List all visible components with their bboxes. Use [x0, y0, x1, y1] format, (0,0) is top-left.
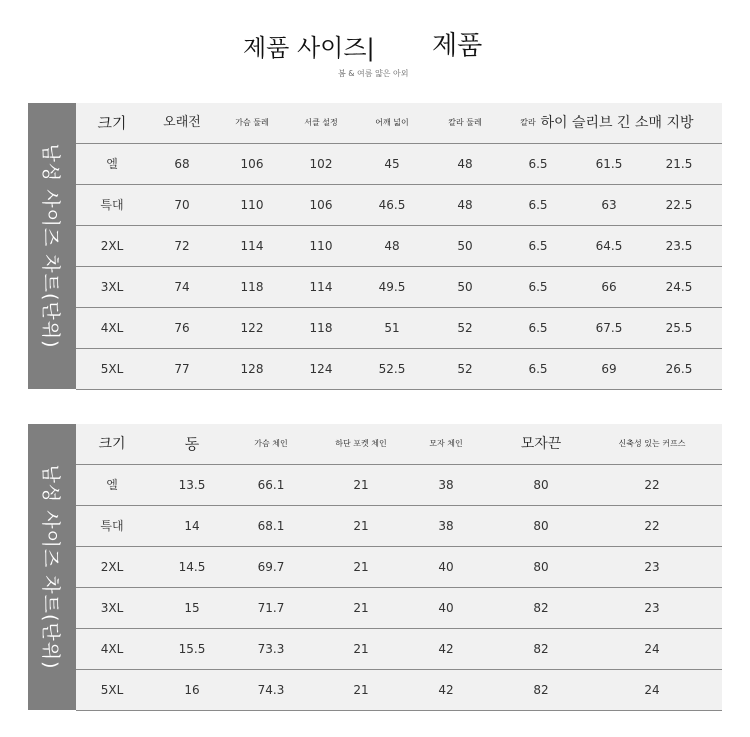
table-cell: 26.5	[665, 362, 693, 376]
table-cell: 128	[240, 362, 264, 376]
table-cell: 21	[353, 601, 369, 615]
table-cell: 102	[309, 157, 333, 171]
table-cell: 118	[309, 321, 333, 335]
table-cell: 13.5	[178, 478, 206, 492]
table-cell: 114	[240, 239, 264, 253]
table-grid	[76, 424, 722, 710]
side-label-panel	[28, 103, 76, 389]
table-cell: 16	[184, 683, 200, 697]
table-grid	[76, 103, 722, 389]
table-row	[76, 267, 722, 308]
table-cell: 42	[438, 683, 454, 697]
table-cell: 22	[644, 478, 660, 492]
table-cell: 122	[240, 321, 264, 335]
side-label-panel	[28, 424, 76, 710]
table-cell: 52	[457, 321, 473, 335]
table-row	[76, 588, 722, 629]
table-cell: 106	[240, 157, 264, 171]
table-cell: 엘	[106, 478, 118, 492]
table-cell: 68	[174, 157, 190, 171]
table-cell: 114	[309, 280, 333, 294]
size-chart-table-2	[28, 424, 722, 710]
table-header-row	[76, 424, 722, 465]
table-cell: 74.3	[257, 683, 285, 697]
table-cell: 82	[533, 642, 549, 656]
table-cell: 2XL	[100, 239, 124, 253]
table-cell: 특대	[100, 198, 124, 212]
table-cell: 118	[240, 280, 264, 294]
table-cell: 50	[457, 239, 473, 253]
table-cell: 82	[533, 683, 549, 697]
table-cell: 3XL	[100, 601, 124, 615]
table-row	[76, 506, 722, 547]
table-row	[76, 465, 722, 506]
table-cell: 15.5	[178, 642, 206, 656]
table-row	[76, 144, 722, 185]
size-chart-table-1	[28, 103, 722, 389]
table-cell: 14	[184, 519, 200, 533]
table-cell: 23.5	[665, 239, 693, 253]
column-header: 모자 체인	[429, 439, 463, 448]
table-cell: 61.5	[595, 157, 623, 171]
table-cell: 6.5	[528, 239, 548, 253]
table-row	[76, 349, 722, 390]
table-cell: 23	[644, 601, 660, 615]
table-cell: 21	[353, 519, 369, 533]
table-cell: 70	[174, 198, 190, 212]
table-cell: 110	[309, 239, 333, 253]
table-cell: 69.7	[257, 560, 285, 574]
table-cell: 73.3	[257, 642, 285, 656]
column-header: 동	[184, 435, 200, 453]
table-cell: 21	[353, 683, 369, 697]
table-cell: 80	[533, 519, 549, 533]
table-cell: 15	[184, 601, 200, 615]
side-label: 남성 사이즈 차트(단위)	[39, 143, 62, 349]
table-cell: 5XL	[100, 362, 124, 376]
page-subtitle-large: 제품	[432, 31, 483, 61]
table-cell: 2XL	[100, 560, 124, 574]
column-header: 어깨 넓이	[375, 118, 409, 127]
table-cell: 21	[353, 478, 369, 492]
column-header: 서클 설정	[304, 118, 338, 127]
table-cell: 51	[384, 321, 400, 335]
table-cell: 21.5	[665, 157, 693, 171]
table-row	[76, 547, 722, 588]
table-cell: 74	[174, 280, 190, 294]
table-cell: 69	[601, 362, 617, 376]
table-cell: 48	[457, 198, 473, 212]
column-header: 오래전	[163, 115, 201, 130]
table-cell: 6.5	[528, 280, 548, 294]
table-cell: 124	[309, 362, 333, 376]
table-cell: 38	[438, 519, 454, 533]
table-cell: 24	[644, 683, 660, 697]
table-header-row	[76, 103, 722, 144]
table-cell: 50	[457, 280, 473, 294]
column-header: 신축성 있는 커프스	[618, 439, 686, 448]
table-cell: 14.5	[178, 560, 206, 574]
table-cell: 40	[438, 560, 454, 574]
table-cell: 6.5	[528, 362, 548, 376]
table-cell: 24.5	[665, 280, 693, 294]
column-header: 하이 슬리브 긴 소매 지방	[540, 115, 694, 131]
table-cell: 45	[384, 157, 400, 171]
table-cell: 76	[174, 321, 190, 335]
table-cell: 4XL	[100, 642, 124, 656]
table-cell: 77	[174, 362, 190, 376]
table-cell: 106	[309, 198, 333, 212]
table-cell: 21	[353, 560, 369, 574]
table-cell: 66	[601, 280, 617, 294]
table-cell: 38	[438, 478, 454, 492]
table-cell: 80	[533, 560, 549, 574]
table-cell: 3XL	[100, 280, 124, 294]
table-cell: 6.5	[528, 157, 548, 171]
table-cell: 68.1	[257, 519, 285, 533]
column-header: 가슴 둘레	[235, 118, 269, 127]
column-header: 칼라	[520, 118, 536, 127]
table-cell: 67.5	[595, 321, 623, 335]
table-row	[76, 308, 722, 349]
table-cell: 46.5	[378, 198, 406, 212]
table-cell: 64.5	[595, 239, 623, 253]
table-cell: 특대	[100, 519, 124, 533]
table-cell: 49.5	[378, 280, 406, 294]
table-cell: 22.5	[665, 198, 693, 212]
table-cell: 52.5	[378, 362, 406, 376]
column-header: 모자끈	[520, 436, 562, 452]
table-cell: 22	[644, 519, 660, 533]
column-header: 칼라 둘레	[448, 118, 482, 127]
table-cell: 40	[438, 601, 454, 615]
page-caption: 봄 & 여름 얇은 아외	[338, 69, 409, 78]
table-cell: 엘	[106, 157, 118, 171]
table-cell: 21	[353, 642, 369, 656]
column-header: 크기	[98, 436, 126, 452]
table-cell: 6.5	[528, 198, 548, 212]
table-cell: 23	[644, 560, 660, 574]
column-header: 가슴 체인	[254, 439, 288, 448]
table-cell: 82	[533, 601, 549, 615]
table-row	[76, 185, 722, 226]
table-cell: 48	[457, 157, 473, 171]
table-cell: 71.7	[257, 601, 285, 615]
column-header: 하단 포켓 체인	[335, 439, 387, 448]
table-cell: 4XL	[100, 321, 124, 335]
table-row	[76, 226, 722, 267]
table-row	[76, 670, 722, 711]
side-label: 남성 사이즈 차트(단위)	[39, 464, 62, 670]
table-cell: 5XL	[100, 683, 124, 697]
table-cell: 66.1	[257, 478, 285, 492]
table-cell: 42	[438, 642, 454, 656]
table-cell: 72	[174, 239, 190, 253]
table-cell: 6.5	[528, 321, 548, 335]
table-cell: 80	[533, 478, 549, 492]
page-title: 제품 사이즈|	[243, 34, 375, 62]
table-cell: 52	[457, 362, 473, 376]
table-row	[76, 629, 722, 670]
table-cell: 63	[601, 198, 617, 212]
table-cell: 110	[240, 198, 264, 212]
table-cell: 48	[384, 239, 400, 253]
table-cell: 25.5	[665, 321, 693, 335]
table-cell: 24	[644, 642, 660, 656]
column-header: 크기	[97, 114, 127, 132]
